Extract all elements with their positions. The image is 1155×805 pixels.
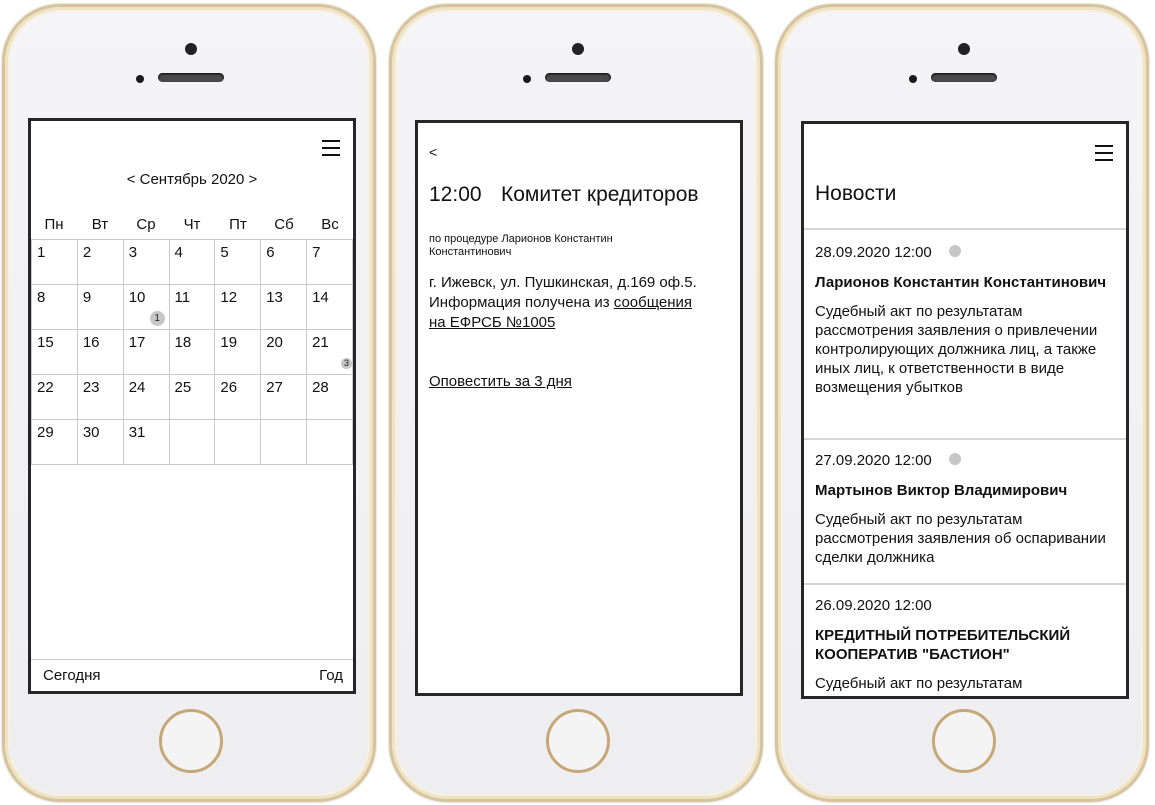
weekday-label: Пт (229, 216, 247, 233)
back-button[interactable]: < (429, 144, 438, 160)
calendar-day[interactable]: 27 (261, 375, 307, 420)
month-label: Сентябрь 2020 (139, 171, 245, 188)
proximity-sensor (909, 75, 917, 83)
calendar-week (32, 375, 353, 420)
calendar-day[interactable]: 30 (77, 420, 123, 465)
footer-divider (31, 659, 353, 660)
news-debtor-name: КРЕДИТНЫЙ ПОТРЕБИТЕЛЬСКИЙ КООПЕРАТИВ "БАСТИОН" (815, 627, 1071, 663)
event-address (429, 273, 699, 333)
day-number: 21 (312, 334, 329, 351)
menu-icon[interactable] (322, 140, 340, 156)
calendar-day[interactable]: 12 (215, 285, 261, 330)
phone-event-detail (389, 4, 763, 802)
news-date: 28.09.2020 12:00 (815, 244, 932, 261)
news-text: Судебный акт по результатам рассмотрения заявления о привлечении контролирующих должника лиц, а также иных лиц, к ответственности в виде возмещения убытков (815, 303, 1098, 396)
calendar-day[interactable]: 6 (261, 240, 307, 285)
news-debtor-name: Мартынов Виктор Владимирович (815, 482, 1068, 499)
calendar-day[interactable]: 4 (169, 240, 215, 285)
unread-indicator (949, 245, 961, 257)
calendar-screen (28, 118, 356, 694)
news-item[interactable] (804, 440, 1126, 583)
page-title: Новости (815, 182, 897, 205)
calendar-day (261, 420, 307, 465)
calendar-week (32, 285, 353, 330)
calendar-day (169, 420, 215, 465)
notify-link[interactable]: Оповестить за 3 дня (429, 373, 572, 390)
news-item[interactable] (804, 230, 1126, 438)
weekday-header (31, 216, 353, 236)
phone-news (775, 4, 1149, 802)
calendar-day[interactable]: 11 (169, 285, 215, 330)
proximity-sensor (523, 75, 531, 83)
day-number: 10 (128, 289, 146, 306)
earpiece-speaker (545, 73, 611, 82)
weekday-label: Сб (274, 216, 294, 233)
event-count-badge: 3 (341, 358, 352, 369)
calendar-day[interactable]: 8 (32, 285, 78, 330)
calendar-day[interactable]: 31 (123, 420, 169, 465)
calendar-day[interactable]: 20 (261, 330, 307, 375)
month-navigator (31, 171, 353, 188)
calendar-day (307, 420, 353, 465)
calendar-day[interactable]: 26 (215, 375, 261, 420)
prev-month-button[interactable]: < (126, 171, 136, 188)
menu-icon[interactable] (1095, 145, 1113, 161)
calendar-day[interactable]: 17 (123, 330, 169, 375)
news-screen (801, 121, 1129, 699)
weekday-label: Пн (44, 216, 64, 233)
calendar-day[interactable]: 1 (32, 240, 78, 285)
address-text: г. Ижевск, ул. Пушкинская, д.169 оф.5. Информация получена из (429, 274, 697, 311)
efrsb-message-link[interactable]: сообщения на ЕФРСБ №1005 (429, 294, 693, 331)
calendar-day[interactable]: 28 (307, 375, 353, 420)
front-camera (185, 43, 197, 55)
calendar-week (32, 240, 353, 285)
phone-calendar (2, 4, 376, 802)
next-month-button[interactable]: > (248, 171, 258, 188)
news-text: Судебный акт по результатам (815, 675, 1023, 692)
front-camera (958, 43, 970, 55)
weekday-label: Ср (136, 216, 156, 233)
calendar-day[interactable] (123, 285, 169, 330)
news-date: 26.09.2020 12:00 (815, 597, 932, 614)
calendar-grid (31, 239, 353, 465)
calendar-day[interactable]: 15 (32, 330, 78, 375)
proximity-sensor (136, 75, 144, 83)
calendar-day[interactable]: 13 (261, 285, 307, 330)
event-count-badge: 1 (150, 311, 165, 326)
today-button[interactable]: Сегодня (43, 667, 101, 684)
weekday-label: Вс (321, 216, 339, 233)
home-button[interactable] (159, 709, 223, 773)
calendar-day[interactable]: 18 (169, 330, 215, 375)
year-button[interactable]: Год (319, 667, 343, 684)
front-camera (572, 43, 584, 55)
calendar-day[interactable]: 24 (123, 375, 169, 420)
weekday-label: Вт (91, 216, 109, 233)
calendar-day[interactable]: 25 (169, 375, 215, 420)
earpiece-speaker (158, 73, 224, 82)
calendar-day[interactable]: 29 (32, 420, 78, 465)
calendar-day[interactable]: 23 (77, 375, 123, 420)
news-debtor-name: Ларионов Константин Константинович (815, 274, 1107, 291)
event-title: Комитет кредиторов (501, 183, 699, 206)
calendar-day[interactable]: 9 (77, 285, 123, 330)
home-button[interactable] (932, 709, 996, 773)
news-date: 27.09.2020 12:00 (815, 452, 932, 469)
calendar-day[interactable]: 22 (32, 375, 78, 420)
calendar-day[interactable]: 2 (77, 240, 123, 285)
calendar-day[interactable]: 3 (123, 240, 169, 285)
calendar-day[interactable] (307, 330, 353, 375)
calendar-day[interactable]: 5 (215, 240, 261, 285)
weekday-label: Чт (183, 216, 201, 233)
calendar-day[interactable]: 16 (77, 330, 123, 375)
news-item[interactable] (804, 585, 1126, 699)
calendar-day[interactable]: 14 (307, 285, 353, 330)
calendar-day (215, 420, 261, 465)
procedure-note: по процедуре Ларионов Константин Константинович (429, 233, 613, 258)
calendar-day[interactable]: 19 (215, 330, 261, 375)
news-text: Судебный акт по результатам рассмотрения заявления об оспаривании сделки должника (815, 511, 1106, 566)
event-detail-screen (415, 120, 743, 696)
event-time: 12:00 (429, 183, 482, 206)
calendar-week (32, 330, 353, 375)
home-button[interactable] (546, 709, 610, 773)
unread-indicator (949, 453, 961, 465)
earpiece-speaker (931, 73, 997, 82)
calendar-day[interactable]: 7 (307, 240, 353, 285)
calendar-week (32, 420, 353, 465)
